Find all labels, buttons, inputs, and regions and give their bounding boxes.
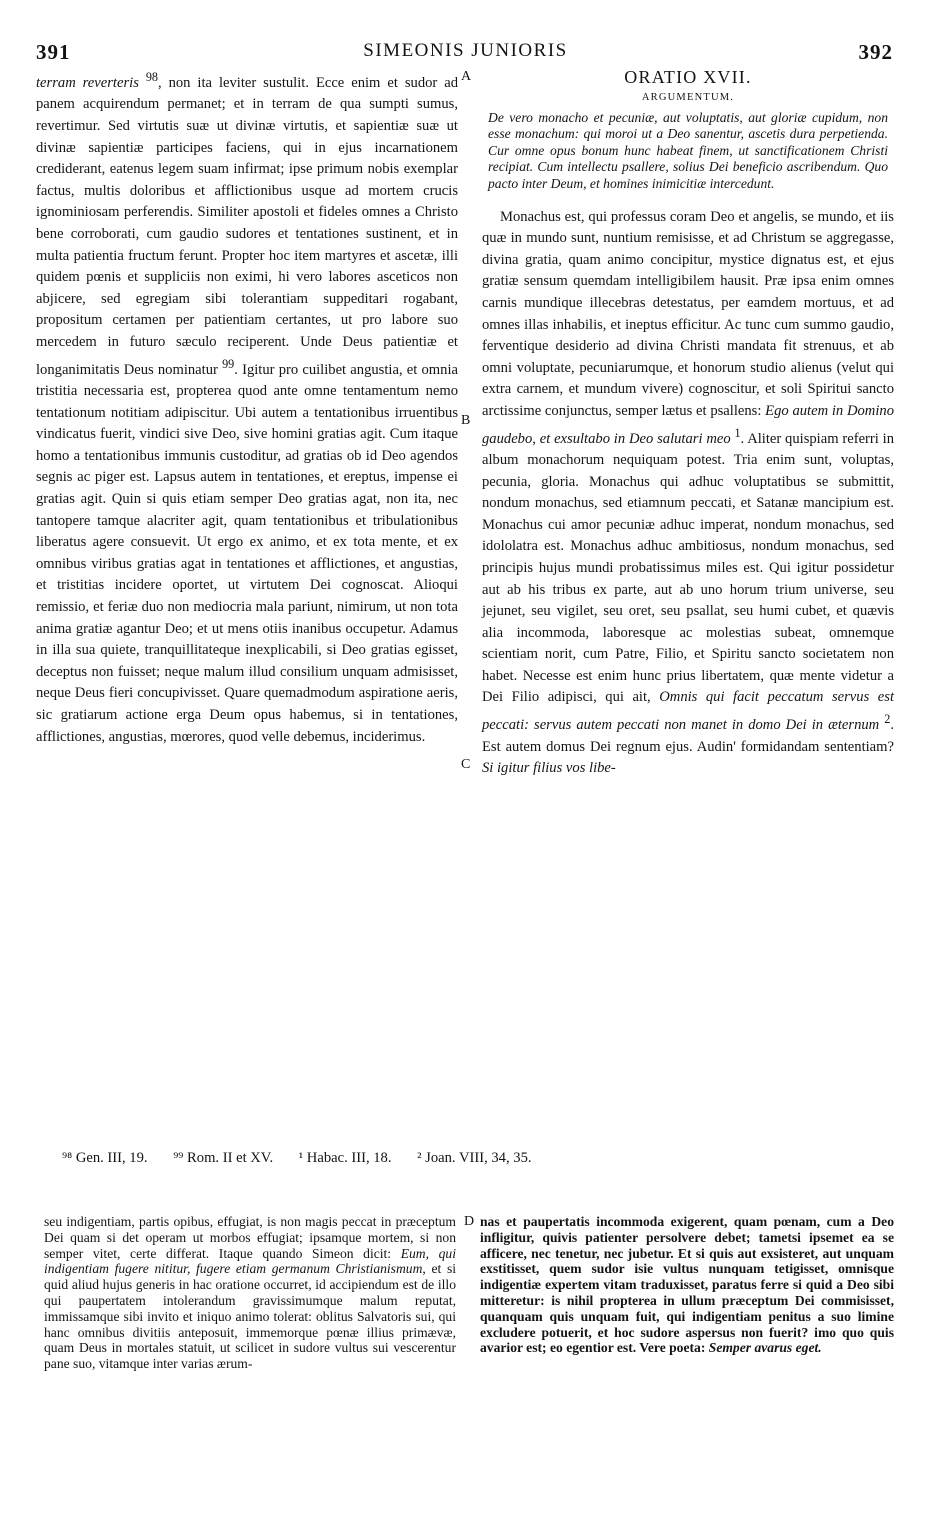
left-bottom-paragraph: seu indigentiam, partis opibus, effugiat, is non magis peccat in præceptum Dei quam si det operam ut morbos effugiat; ipsamque mortem, si non semper vitet, certe differat. Itaque quando Simeon dicit: Eum, qui indigentiam fugere nititur, fugere etiam germanum Christianismum, et si quid aliud hujus generis in hac oratione occurret, id accipiendum est de illo qui paupertatem intolerandum gravissimumque malum reputat, immissamque sibi invito et iniquo animo tolerat: oblitus Salvatoris sui, qui hanc omnibus divitiis anteposuit, immemorque pœnæ illius primævæ, quam Deus in mortales statuit, ut scilicet in sudore vultus sui vescerentur pane suo, vitamque inter varias ærum- (44, 1214, 457, 1372)
right-column-bottom (480, 1214, 894, 1356)
right-top-paragraph: Monachus est, qui professus coram Deo et angelis, se mundo, et iis quæ in mundo sunt, nuntium remisisse, et ad Christum se aggregasse, divina gratia, quam animo concipitur, mystice dignatus est, et ejus gratiæ sensum quemdam intelligibilem hausit. Præ ipsa enim omnes carnis mundique illecebras detestatus, per eamdem mortuus, et ad omnes illas inhabilis, et ineptus efficitur. Ac tunc cum summo gaudio, ferventique desiderio ad divina Christi mandata fit strenuus, et ab omni voluptate, pecuniarumque, et honorum studio alienus (velut qui extra carnem, et mundum vivere) cognoscitur, et soli Spiritui sancto arctissime conjunctus, semper lætus et psallens: Ego autem in Domino gaudebo, et exsultabo in Deo salutari meo $^1$. Aliter quispiam referri in album monachorum nequiquam potest. Tria enim sunt, voluptas, pecunia, gloria. Monachus qui adhuc voluptatibus se submittit, nondum monachus, sed etiamnum peccati, et Satanæ mancipium est. Monachus cui amor pecuniæ adhuc imperat, nondum monachus, sed idololatra est. Monachus adhuc ambitiosus, nondum monachus, sed principis hujus mundi probatissimus miles est. Qui igitur possidetur aut ab his tribus ex parte, aut ab uno horum trium universe, seu jejunet, seu vigilet, seu oret, seu psallat, seu humi cubet, et quævis alia incommoda, laboresque ac molestias subeat, omnemque scientiam norit, cum Patre, Filio, et Spiritu sancto societatem non habet. Necesse est enim hunc prius libertatem, quæ mente videtur a Dei Filio adipisci, qui ait, Omnis qui facit peccatum servus est peccati: servus autem peccati non manet in domo Dei in æternum $^2$. Est autem domus Dei regnum ejus. Audin' formidandam sententiam? Si igitur filius vos libe- (482, 208, 894, 777)
left-column-bottom (44, 1214, 456, 1372)
margin-marker-b: B (461, 413, 471, 428)
oration-title: ORATIO XVII. (624, 67, 752, 87)
footnote: ⁹⁸ Gen. III, 19. (62, 1150, 148, 1166)
argument-summary: De vero monacho et pecuniæ, aut voluptatis, aut gloriæ cupidum, non esse monachum: qui moroi ut a Deo sanentur, ascetis dura perpetienda. Cur omne opus bonum hunc habeat finem, ut sanctificationem Christi recipiat. Cum intellectu psallere, solius Dei beneficio ascribendum. Quo pacto inter Deum, et homines inimicitiæ intercedunt. (488, 109, 888, 191)
page-number-left: 391 (36, 40, 71, 64)
argument-heading: ARGUMENTUM. (641, 91, 735, 103)
margin-marker-d: D (464, 1214, 475, 1229)
margin-marker-a: A (461, 69, 472, 84)
footnote: ⁹⁹ Rom. II et XV. (173, 1150, 274, 1166)
footnote: ¹ Habac. III, 18. (298, 1150, 392, 1166)
left-column-top (36, 67, 458, 748)
right-bottom-paragraph: nas et paupertatis incommoda exigerent, quam pœnam, cum a Deo infligitur, quivis patienter persolvere debet; tametsi ipsemet ea se afficere, nec tenetur, nec jubetur. Et si quis aut exsisteret, aut unquam exstitisset, quem sudor isie vultus nunquam tetigisset, omnisque indigentiæ expertem vitam traduxisset, paratus ferre si quid a Deo sibi mitteretur: is nihil propterea in ullum præceptum Dei commisisset, quanquam quis unquam fuit, qui indigentiam penitus a suo limine excludere potuerit, et hoc sudore aspersus non fuerit? imo quo quis avarior est; eo egentior est. Vere poeta: Semper avarus eget. (480, 1214, 894, 1356)
running-title: SIMEONIS JUNIORIS (363, 40, 568, 61)
page-header (0, 40, 931, 66)
page-number-right: 392 (858, 40, 893, 64)
footnote: ² Joan. VIII, 34, 35. (417, 1150, 532, 1166)
margin-marker-c: C (461, 757, 471, 772)
footnotes (62, 1150, 902, 1167)
right-column-top (482, 67, 894, 780)
left-top-paragraph: terram reverteris $^{98}$, non ita leviter sustulit. Ecce enim et sudor ad panem acquirendum permanet; et in terram de qua sumpti sumus, revertimur. Sed virtutis suæ ut divinæ virtutis, et sapientiæ suæ ut divinæ sapientiæ participes faciens, qui in ejus incarnationem crediderant, eatenus legem suam infirmat; ipse primum nobis exemplar factus, multis doloribus et afflictionibus usque ad mortem crucis ignominiosam perferendis. Similiter apostoli et fideles omnes a Christo bene corroborati, cum gaudio sudores et tentationes sustinent, et in multa patientia fructum ferunt. Propter hoc item martyres et ascetæ, illi quidem pœnis et suppliciis non eximi, hi vero labores asceticos non abjicere, sed egregiam sibi tolerantiam suppeditari rogabant, propositum certamen per patientiam certantes, ut pro labore suo mercedem in futuro sæculo reciperent. Unde Deus patientiæ et longanimitatis Deus nominatur $^{99}$. Igitur pro cuilibet angustia, et omnia tristitia necessaria est, propterea quod ante omne tentamentum nemo tentationum notitiam adipiscitur. Ubi autem a tentationibus irruentibus vindicatus fuerit, vindici sive Deo, sive homini gratias agit. Cum itaque homo a tentationibus immunis custoditur, ad gratias ob id Deo agendos segnis ac piger est. Lapsus autem in tentationes, et ereptus, impense ei gratias agit. Quin si quis etiam semper Deo gratias agat, non ita, nec tantopere tamque alacriter agit, quam tentationibus et tribulationibus liberatus agere consuevit. Ut ergo ex animo, et ex tota mente, et ex omnibus viribus gratias agat in tentationes et afflictiones, et angustias, et tristitias incidere oportet, ut virtutem Dei cognoscat. Alioqui remissio, et feriæ duo non mediocria mala pariunt, nimirum, ut non tota anima gratiæ agantur Deo; et ut mens otiis inanibus occupetur. Adamus in illa sua quiete, tranquillitateque inexplicabili, si Deo gratias egisset, deceptus non fuisset; neque malum illud consilium unquam admisisset, neque Deus fieri concupivisset. Quare quemadmodum aspiratione aeris, sic gratiarum actione erga Deum opus habemus, si in tentationes, afflictiones, angustias, mœrores, quod velle debemus, inciderimus. (36, 70, 458, 745)
